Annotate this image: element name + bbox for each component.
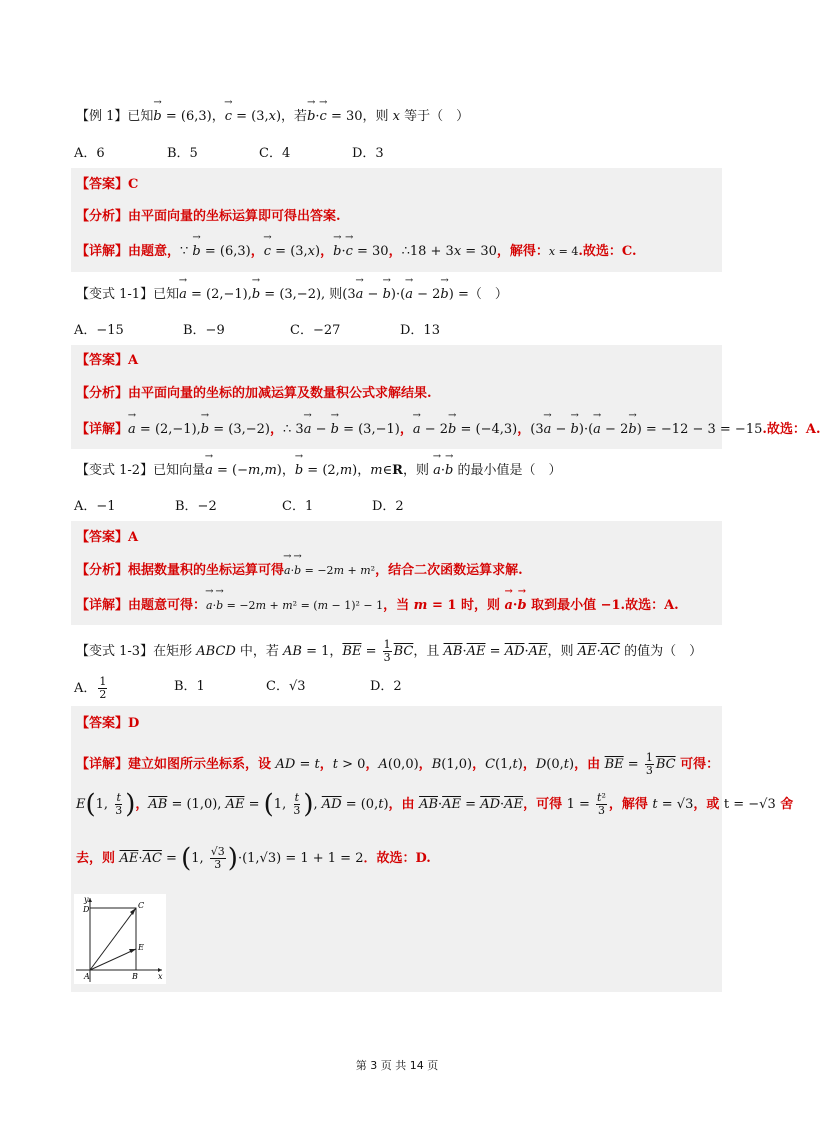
v12-answer: 【答案】A bbox=[76, 530, 139, 545]
ex1-question: 【例 1】已知→ b = (6,3)，→ c = (3,x)，若→ b·→ c = 30，则 x 等于（ ） bbox=[76, 108, 469, 126]
page-footer: 第 3 页 共 14 页 bbox=[355, 1059, 439, 1072]
label-a: A bbox=[84, 972, 90, 981]
v13-detail-line1: 【详解】建立如图所示坐标系，设 AD = t，t > 0，A(0,0)，B(1,0)，C(1,t)，D(0,t)，由 $\overline{BE}$ = $\frac{1}{3}$ $\overline{BC}$ 可得： bbox=[76, 751, 720, 777]
v11-option-d: D．13 bbox=[400, 323, 440, 338]
v13-question: 【变式 1-3】在矩形 ABCD 中，若 AB = 1，$\overline{BE}$ = $\frac{1}{3}$ $\overline{BC}$，且 $\overline{AB}\cdot\overline{AE} = \overline{AD}\cdot\overline{AE}$，则 $\overline{AE}\cdot\overline{AC}$ 的值为（ ） bbox=[76, 638, 703, 664]
label-x: x bbox=[158, 972, 163, 981]
label-e: E bbox=[138, 943, 144, 952]
v11-option-c: C．−27 bbox=[290, 323, 341, 338]
v11-option-a: A．−15 bbox=[74, 323, 124, 338]
label-c: C bbox=[138, 901, 145, 910]
v13-detail-line3: 去，则 $\overline{AE}\cdot\overline{AC} = (1$, $\frac{√3}{3}$ )·(1,√3) = 1 + 1 = 2．故选：D. bbox=[76, 843, 431, 874]
label-b: B bbox=[132, 972, 138, 981]
v12-option-b: B．−2 bbox=[175, 499, 217, 514]
v13-option-c: C．√3 bbox=[266, 679, 306, 694]
label-d: D bbox=[83, 905, 90, 914]
ex1-option-c: C．4 bbox=[259, 146, 291, 161]
ex1-option-a: A．6 bbox=[74, 146, 105, 161]
ex1-answer: 【答案】C bbox=[76, 177, 139, 192]
v12-option-c: C．1 bbox=[282, 499, 314, 514]
v13-detail-line2: E(1, $\frac{t}{3}$ )，$\overline{AB} = (1,0)$, $\overline{AE} = (1$, $\frac{t}{3}$ ), $\overline{AD} = (0,t)$，由 $\overline{AB}\cdot\overline{AE} = \overline{AD}\cdot\overline{AE}$，可得 1 = $\frac{\text{t²}}{3}$ ，解得 t = √3，或 t = −√3 舍 bbox=[76, 789, 794, 820]
v11-detail: 【详解】→ a = (2,−1),→ b = (3,−2)，∴ 3→ a − → b = (3,−1)，→ a − 2→ b = (−4,3)，(3→ a − → b)·(→ a − 2→ b) = −12 − 3 = −15.故选：A. bbox=[76, 421, 821, 439]
v13-option-d: D．2 bbox=[370, 679, 402, 694]
coordinate-figure bbox=[74, 894, 166, 984]
label-y: y bbox=[84, 895, 89, 904]
v11-question: 【变式 1-1】已知→ a = (2,−1),→ b = (3,−2), 则(3→ a − → b)·(→ a − 2→ b) =（ ） bbox=[76, 286, 508, 304]
v11-analysis: 【分析】由平面向量的坐标的加减运算及数量积公式求解结果. bbox=[76, 386, 432, 401]
v11-option-b: B．−9 bbox=[183, 323, 225, 338]
v12-option-d: D．2 bbox=[372, 499, 404, 514]
ex1-option-b: B．5 bbox=[167, 146, 198, 161]
ex1-detail: 【详解】由题意，∵ → b = (6,3)，→ c = (3,x)，→ b·→ c = 30，∴18 + 3x = 30，解得：x = 4.故选：C. bbox=[76, 243, 637, 261]
v13-option-a: A． $\frac{1}{2}$ bbox=[74, 675, 107, 701]
v12-detail: 【详解】由题意可得：→ a·→ b = −2m + m² = (m − 1)² − 1，当 m = 1 时，则 → a·→ b 取到最小值 −1.故选：A. bbox=[76, 597, 679, 615]
v13-answer: 【答案】D bbox=[76, 716, 140, 731]
ex1-option-d: D．3 bbox=[352, 146, 384, 161]
v12-question: 【变式 1-2】已知向量→ a = (−m,m)，→ b = (2,m)，m∈R，则 → a·→ b 的最小值是（ ） bbox=[76, 462, 562, 480]
v12-option-a: A．−1 bbox=[74, 499, 116, 514]
v12-analysis: 【分析】根据数量积的坐标运算可得→ a·→ b = −2m + m²，结合二次函数运算求解. bbox=[76, 562, 523, 580]
v13-option-b: B．1 bbox=[174, 679, 205, 694]
v11-answer: 【答案】A bbox=[76, 353, 139, 368]
ex1-analysis: 【分析】由平面向量的坐标运算即可得出答案. bbox=[76, 209, 341, 224]
